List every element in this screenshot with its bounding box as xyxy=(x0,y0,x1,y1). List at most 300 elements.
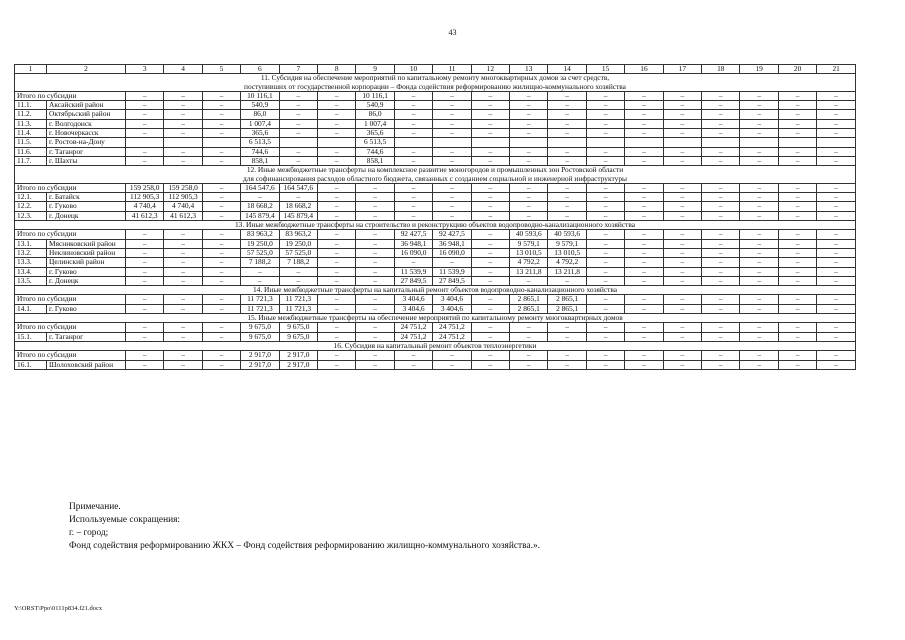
section-title-line: 11. Субсидия на обеспечение мероприятий по капитальному ремонту многоквартирных домов за счет средств, xyxy=(260,73,610,83)
section-title-row xyxy=(15,221,856,230)
table-row xyxy=(15,267,856,276)
row-id: 11.2. xyxy=(15,110,47,119)
row-name: г. Волгодонск xyxy=(47,119,126,128)
table-cell: – xyxy=(202,211,240,220)
table-cell: – xyxy=(817,147,856,156)
table-cell: – xyxy=(663,129,701,138)
table-cell: – xyxy=(433,110,471,119)
table-cell: – xyxy=(702,295,740,304)
table-cell: 145 879,4 xyxy=(279,211,317,220)
table-cell: – xyxy=(318,295,356,304)
table-cell: – xyxy=(548,323,586,332)
table-cell: – xyxy=(164,239,202,248)
row-name: Итого по субсидии xyxy=(15,230,126,239)
table-cell: – xyxy=(625,239,663,248)
table-cell: – xyxy=(586,156,624,165)
row-id: 12.3. xyxy=(15,211,47,220)
table-cell: – xyxy=(164,156,202,165)
table-cell: – xyxy=(471,248,509,257)
table-row xyxy=(15,156,856,165)
table-cell: – xyxy=(202,360,240,369)
column-number: 21 xyxy=(817,65,856,74)
table-cell: – xyxy=(817,110,856,119)
table-cell: 4 792,2 xyxy=(548,258,586,267)
table-row xyxy=(15,323,856,332)
table-cell: 9 675,0 xyxy=(241,323,279,332)
table-cell: – xyxy=(202,351,240,360)
table-cell: – xyxy=(740,351,778,360)
table-cell: – xyxy=(740,156,778,165)
table-cell: – xyxy=(164,304,202,313)
table-cell: – xyxy=(586,101,624,110)
table-cell: – xyxy=(586,295,624,304)
table-cell: – xyxy=(740,230,778,239)
table-cell: – xyxy=(778,267,816,276)
table-cell: – xyxy=(625,211,663,220)
table-row xyxy=(15,360,856,369)
table-cell: – xyxy=(164,258,202,267)
table-cell: – xyxy=(125,258,163,267)
table-cell: – xyxy=(817,332,856,341)
table-cell: – xyxy=(548,332,586,341)
table-cell: – xyxy=(548,202,586,211)
table-cell: – xyxy=(702,91,740,100)
table-cell: – xyxy=(510,332,548,341)
table-cell: – xyxy=(318,119,356,128)
table-cell: – xyxy=(625,295,663,304)
table-cell: – xyxy=(778,156,816,165)
table-cell: – xyxy=(663,230,701,239)
table-cell: – xyxy=(433,147,471,156)
table-cell: 24 751,2 xyxy=(394,323,432,332)
table-cell: – xyxy=(164,110,202,119)
table-cell: – xyxy=(702,211,740,220)
table-cell: – xyxy=(702,304,740,313)
column-number: 1 xyxy=(15,65,47,74)
table-cell: – xyxy=(125,323,163,332)
table-cell: – xyxy=(510,101,548,110)
column-number: 14 xyxy=(548,65,586,74)
row-name: г. Батайск xyxy=(47,193,126,202)
table-cell xyxy=(702,138,740,147)
table-cell: – xyxy=(318,258,356,267)
table-cell: – xyxy=(125,119,163,128)
table-cell: 86,0 xyxy=(356,110,394,119)
table-cell: – xyxy=(586,147,624,156)
row-id: 11.3. xyxy=(15,119,47,128)
table-cell: 11 539,9 xyxy=(433,267,471,276)
table-cell: – xyxy=(548,360,586,369)
section-title xyxy=(15,74,856,92)
column-number: 2 xyxy=(47,65,126,74)
section-title xyxy=(15,221,856,230)
table-cell: 57 525,0 xyxy=(241,248,279,257)
row-id: 13.5. xyxy=(15,276,47,285)
table-cell: – xyxy=(817,258,856,267)
table-cell: – xyxy=(586,110,624,119)
table-cell: – xyxy=(202,110,240,119)
table-cell: – xyxy=(356,295,394,304)
table-cell: – xyxy=(433,211,471,220)
table-cell: – xyxy=(586,248,624,257)
table-cell: – xyxy=(817,101,856,110)
table-cell: – xyxy=(125,230,163,239)
table-cell: – xyxy=(164,147,202,156)
table-cell: 40 593,6 xyxy=(548,230,586,239)
table-cell: – xyxy=(702,332,740,341)
table-cell: – xyxy=(510,183,548,192)
table-cell: – xyxy=(202,267,240,276)
table-cell: – xyxy=(778,360,816,369)
table-cell: 10 116,1 xyxy=(356,91,394,100)
table-cell xyxy=(625,138,663,147)
table-cell: – xyxy=(778,91,816,100)
table-cell: – xyxy=(279,267,317,276)
table-cell: – xyxy=(125,91,163,100)
table-cell: – xyxy=(125,101,163,110)
table-cell: – xyxy=(164,91,202,100)
section-title-row xyxy=(15,286,856,295)
table-cell: – xyxy=(740,332,778,341)
table-cell: 11 721,3 xyxy=(279,304,317,313)
row-id: 13.1. xyxy=(15,239,47,248)
table-cell: – xyxy=(625,267,663,276)
row-name: Аксайский район xyxy=(47,101,126,110)
table-cell: – xyxy=(702,248,740,257)
table-cell: 11 721,3 xyxy=(241,304,279,313)
table-cell: – xyxy=(625,110,663,119)
table-cell: – xyxy=(394,202,432,211)
column-number: 6 xyxy=(241,65,279,74)
table-cell: – xyxy=(817,239,856,248)
table-cell: – xyxy=(318,202,356,211)
section-title xyxy=(15,314,856,323)
table-cell: – xyxy=(318,91,356,100)
table-cell: 858,1 xyxy=(241,156,279,165)
table-cell: – xyxy=(471,101,509,110)
section-title-line: 14. Иные межбюджетные трансферты на капитальный ремонт объектов водопроводно-канализационного хозяйства xyxy=(252,285,618,295)
table-cell: – xyxy=(740,129,778,138)
table-cell: – xyxy=(125,351,163,360)
table-cell xyxy=(164,138,202,147)
table-cell xyxy=(433,138,471,147)
table-cell: 2 865,1 xyxy=(510,295,548,304)
table-cell: – xyxy=(471,91,509,100)
table-cell: – xyxy=(356,360,394,369)
column-number: 11 xyxy=(433,65,471,74)
table-cell: 164 547,6 xyxy=(279,183,317,192)
table-cell: – xyxy=(817,211,856,220)
table-cell: – xyxy=(318,230,356,239)
table-cell: – xyxy=(817,230,856,239)
table-cell: 16 090,0 xyxy=(394,248,432,257)
table-cell: – xyxy=(586,323,624,332)
section-title-row xyxy=(15,166,856,184)
table-cell: 13 211,8 xyxy=(548,267,586,276)
table-cell: – xyxy=(625,91,663,100)
column-number: 10 xyxy=(394,65,432,74)
table-cell: – xyxy=(663,276,701,285)
table-cell: – xyxy=(702,230,740,239)
table-cell: – xyxy=(817,351,856,360)
row-id: 16.1. xyxy=(15,360,47,369)
table-cell: – xyxy=(586,360,624,369)
table-cell: – xyxy=(586,129,624,138)
table-row xyxy=(15,129,856,138)
table-cell: 9 579,1 xyxy=(548,239,586,248)
table-cell: – xyxy=(471,156,509,165)
table-row xyxy=(15,230,856,239)
table-cell: – xyxy=(663,193,701,202)
table-cell: – xyxy=(318,323,356,332)
table-cell: 13 211,8 xyxy=(510,267,548,276)
column-number: 7 xyxy=(279,65,317,74)
table-cell: 1 007,4 xyxy=(356,119,394,128)
table-cell: 24 751,2 xyxy=(433,332,471,341)
table-cell: 3 404,6 xyxy=(394,295,432,304)
table-cell: – xyxy=(125,129,163,138)
table-cell: – xyxy=(702,110,740,119)
table-cell: – xyxy=(817,156,856,165)
table-cell: – xyxy=(817,295,856,304)
table-cell: – xyxy=(471,119,509,128)
table-cell: – xyxy=(663,147,701,156)
table-cell: – xyxy=(202,91,240,100)
table-cell: – xyxy=(356,276,394,285)
table-cell: 540,9 xyxy=(241,101,279,110)
section-title-line: 15. Иные межбюджетные трансферты на обеспечение мероприятий по капитальному ремонту многоквартирных домов xyxy=(247,313,623,323)
table-cell xyxy=(586,138,624,147)
row-id: 14.1. xyxy=(15,304,47,313)
table-cell: – xyxy=(356,267,394,276)
table-cell: – xyxy=(778,193,816,202)
row-name: Мясниковский район xyxy=(47,239,126,248)
table-cell: – xyxy=(125,156,163,165)
table-cell: – xyxy=(318,110,356,119)
table-cell: 27 849,5 xyxy=(394,276,432,285)
section-title-row xyxy=(15,314,856,323)
table-cell: – xyxy=(778,119,816,128)
table-cell: – xyxy=(471,202,509,211)
table-cell: – xyxy=(778,101,816,110)
table-cell: – xyxy=(125,239,163,248)
note-line: г. – город; xyxy=(69,528,109,538)
table-cell: – xyxy=(318,360,356,369)
table-cell: – xyxy=(817,129,856,138)
table-cell: – xyxy=(778,323,816,332)
table-cell: – xyxy=(164,101,202,110)
table-row xyxy=(15,211,856,220)
table-cell: – xyxy=(125,248,163,257)
table-cell: – xyxy=(548,156,586,165)
table-cell: – xyxy=(202,248,240,257)
table-cell: – xyxy=(548,101,586,110)
section-title-line: 16. Субсидия на капитальный ремонт объектов теплоэнергетики xyxy=(333,341,537,350)
table-cell: – xyxy=(202,101,240,110)
table-cell: – xyxy=(125,332,163,341)
table-cell: 18 668,2 xyxy=(279,202,317,211)
row-name: Итого по субсидии xyxy=(15,295,126,304)
file-path-footer: Y:\ORST\Ppo\0111p834.f21.docx xyxy=(14,605,103,612)
table-cell: – xyxy=(740,276,778,285)
table-cell xyxy=(663,138,701,147)
table-cell: – xyxy=(433,202,471,211)
table-cell: – xyxy=(318,304,356,313)
table-cell: – xyxy=(394,119,432,128)
table-cell: – xyxy=(702,276,740,285)
table-cell: – xyxy=(241,193,279,202)
table-cell: – xyxy=(625,360,663,369)
table-cell: – xyxy=(663,332,701,341)
table-cell: 27 849,5 xyxy=(433,276,471,285)
column-number: 18 xyxy=(702,65,740,74)
table-cell: – xyxy=(548,193,586,202)
table-cell: – xyxy=(318,267,356,276)
table-cell: – xyxy=(510,202,548,211)
table-cell: – xyxy=(625,323,663,332)
table-cell: – xyxy=(586,276,624,285)
row-name: Неклиновский район xyxy=(47,248,126,257)
table-cell xyxy=(125,138,163,147)
row-name: г. Шахты xyxy=(47,156,126,165)
table-cell: 145 879,4 xyxy=(241,211,279,220)
table-cell: 11 721,3 xyxy=(241,295,279,304)
table-cell: 92 427,5 xyxy=(394,230,432,239)
table-cell: 159 258,0 xyxy=(125,183,163,192)
table-cell: – xyxy=(202,323,240,332)
table-cell: – xyxy=(778,110,816,119)
table-cell: 6 513,5 xyxy=(356,138,394,147)
table-cell: – xyxy=(125,276,163,285)
row-id: 11.5. xyxy=(15,138,47,147)
table-cell xyxy=(318,138,356,147)
table-cell: – xyxy=(356,183,394,192)
table-cell: – xyxy=(510,323,548,332)
table-cell: – xyxy=(740,360,778,369)
table-cell: – xyxy=(164,230,202,239)
row-name: г. Донецк xyxy=(47,276,126,285)
table-cell: 9 675,0 xyxy=(279,332,317,341)
table-cell: 9 579,1 xyxy=(510,239,548,248)
column-number: 19 xyxy=(740,65,778,74)
table-cell: – xyxy=(778,202,816,211)
column-number: 8 xyxy=(318,65,356,74)
table-row xyxy=(15,351,856,360)
table-cell: – xyxy=(740,91,778,100)
table-row xyxy=(15,258,856,267)
table-cell: 3 404,6 xyxy=(394,304,432,313)
table-cell: – xyxy=(356,230,394,239)
table-cell: 4 792,2 xyxy=(510,258,548,267)
table-cell: – xyxy=(471,129,509,138)
table-cell: – xyxy=(510,351,548,360)
column-number: 15 xyxy=(586,65,624,74)
table-cell: 3 404,6 xyxy=(433,295,471,304)
table-cell: 744,6 xyxy=(241,147,279,156)
table-cell: – xyxy=(625,101,663,110)
table-cell: – xyxy=(202,258,240,267)
table-cell: 540,9 xyxy=(356,101,394,110)
row-name: г. Ростов-на-Дону xyxy=(47,138,126,147)
table-cell: – xyxy=(433,193,471,202)
table-cell: – xyxy=(817,119,856,128)
table-cell: 36 948,1 xyxy=(394,239,432,248)
table-cell: – xyxy=(778,147,816,156)
table-cell: – xyxy=(625,202,663,211)
table-cell: – xyxy=(548,147,586,156)
table-cell: – xyxy=(202,129,240,138)
column-number: 12 xyxy=(471,65,509,74)
table-cell: – xyxy=(548,276,586,285)
table-cell: – xyxy=(510,129,548,138)
table-cell: – xyxy=(740,295,778,304)
table-cell: – xyxy=(663,156,701,165)
table-cell: – xyxy=(778,258,816,267)
column-number: 20 xyxy=(778,65,816,74)
table-cell: – xyxy=(740,147,778,156)
table-row xyxy=(15,239,856,248)
column-number: 3 xyxy=(125,65,163,74)
table-cell: – xyxy=(778,211,816,220)
table-cell: – xyxy=(202,119,240,128)
table-cell: – xyxy=(394,360,432,369)
section-title-row xyxy=(15,341,856,350)
table-cell: – xyxy=(510,119,548,128)
table-cell: – xyxy=(778,304,816,313)
page-number: 43 xyxy=(448,28,457,37)
table-cell: – xyxy=(663,323,701,332)
table-cell: 24 751,2 xyxy=(433,323,471,332)
table-cell: – xyxy=(202,304,240,313)
table-cell: – xyxy=(356,248,394,257)
table-cell xyxy=(471,138,509,147)
table-cell: – xyxy=(586,183,624,192)
table-cell: – xyxy=(510,276,548,285)
table-cell: – xyxy=(433,101,471,110)
table-cell: – xyxy=(817,304,856,313)
row-name: Октябрьский район xyxy=(47,110,126,119)
table-cell: – xyxy=(817,248,856,257)
table-cell: – xyxy=(778,295,816,304)
table-row xyxy=(15,147,856,156)
table-cell: – xyxy=(202,193,240,202)
table-cell: – xyxy=(625,248,663,257)
table-cell: – xyxy=(778,351,816,360)
table-cell: – xyxy=(548,211,586,220)
table-cell: 9 675,0 xyxy=(241,332,279,341)
table-cell: – xyxy=(625,129,663,138)
row-name: Целинский район xyxy=(47,258,126,267)
table-cell: – xyxy=(663,119,701,128)
table-cell: 36 948,1 xyxy=(433,239,471,248)
table-cell: – xyxy=(279,91,317,100)
table-cell: – xyxy=(202,147,240,156)
table-cell: – xyxy=(279,119,317,128)
row-name: г. Таганрог xyxy=(47,147,126,156)
table-cell: – xyxy=(356,323,394,332)
column-number: 9 xyxy=(356,65,394,74)
table-cell: – xyxy=(663,267,701,276)
table-cell: – xyxy=(471,295,509,304)
table-cell: 2 917,0 xyxy=(279,351,317,360)
table-cell: 365,6 xyxy=(241,129,279,138)
table-cell: – xyxy=(625,156,663,165)
table-cell: – xyxy=(740,304,778,313)
table-cell: – xyxy=(241,276,279,285)
table-cell: – xyxy=(510,91,548,100)
row-name: Шолоховский район xyxy=(47,360,126,369)
table-cell: 10 116,1 xyxy=(241,91,279,100)
